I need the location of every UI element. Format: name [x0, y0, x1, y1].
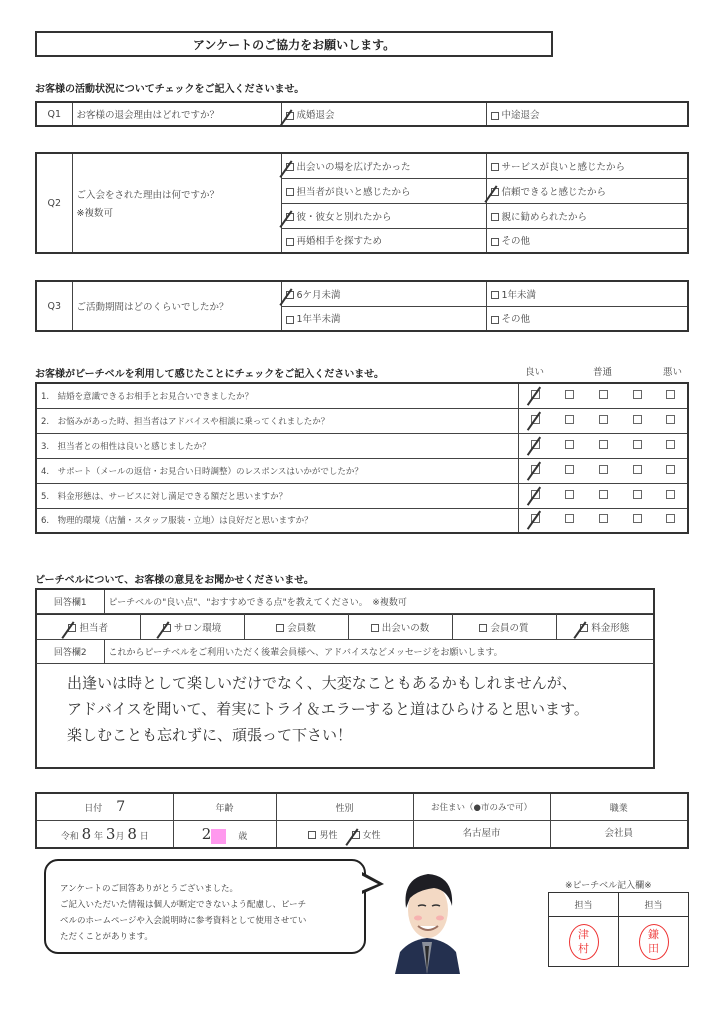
checkbox[interactable]: [666, 490, 675, 499]
checkbox-female-checked[interactable]: [352, 831, 360, 839]
rating-option[interactable]: [552, 433, 586, 458]
checkbox[interactable]: [599, 440, 608, 449]
rating-question: 4. サポート（メールの返信・お見合い日時調整）のレスポンスはいかがでしたか？: [36, 458, 518, 483]
q2-option-6[interactable]: 親に勧められたから: [486, 203, 688, 228]
checkbox[interactable]: [666, 514, 675, 523]
staff-illustration: [390, 864, 465, 974]
q3-option-2[interactable]: 1年未満: [486, 281, 688, 306]
answer1-prompt: ピーチベルの"良い点"、"おすすめできる点"を教えてください。 ※複数可: [104, 589, 654, 614]
person-illustration-icon: [390, 864, 465, 974]
rating-question: 6. 物理的環境（店舗・スタッフ服装・立地）は良好だと思いますか？: [36, 508, 518, 533]
checkbox[interactable]: [479, 624, 487, 632]
rating-option[interactable]: [586, 383, 620, 408]
answer1-option-5[interactable]: 会員の質: [452, 614, 556, 640]
checkbox-checked[interactable]: [491, 188, 499, 196]
answer2-prompt: これからピーチベルをご利用いただく後輩会員様へ、アドバイスなどメッセージをお願いします。: [104, 640, 654, 664]
q2-option-4[interactable]: 信頼できると感じたから: [486, 178, 688, 203]
staff-table: [548, 892, 689, 967]
checkbox[interactable]: [666, 390, 675, 399]
q2-number: Q2: [36, 153, 72, 253]
answer1-option-4[interactable]: 出会いの数: [348, 614, 452, 640]
rating-option[interactable]: [586, 408, 620, 433]
occupation-value[interactable]: 会社員: [550, 821, 688, 849]
rating-option[interactable]: [552, 483, 586, 508]
scale-label-bad: 悪い: [663, 367, 683, 378]
checkbox[interactable]: [633, 490, 642, 499]
date-value[interactable]: 令和 8 年 3月 8 日: [36, 821, 173, 849]
checkbox[interactable]: [565, 440, 574, 449]
checkbox[interactable]: [565, 490, 574, 499]
checkbox[interactable]: [633, 514, 642, 523]
q2-option-7[interactable]: 再婚相手を探すため: [281, 228, 486, 253]
q2-option-1[interactable]: 出会いの場を広げたかった: [281, 153, 486, 178]
checkbox[interactable]: [599, 490, 608, 499]
checkbox[interactable]: [491, 316, 499, 324]
answer2-header: [35, 639, 655, 664]
rating-option[interactable]: [620, 408, 654, 433]
q3-option-1[interactable]: 6ケ月未満: [281, 281, 486, 306]
checkbox[interactable]: [371, 624, 379, 632]
section1-heading: お客様の活動状況についてチェックをご記入くださいませ。: [35, 84, 305, 95]
q2-table: [35, 152, 689, 254]
checkbox-checked[interactable]: [531, 490, 540, 499]
answer1-option-6[interactable]: 料金形態: [556, 614, 654, 640]
date-header: 日付 7: [36, 793, 173, 821]
q2-note: ※複数可: [76, 208, 113, 219]
checkbox[interactable]: [286, 188, 294, 196]
rating-option[interactable]: [552, 458, 586, 483]
rating-option[interactable]: [552, 383, 586, 408]
section2-heading: お客様がピーチベルを利用して感じたことにチェックをご記入くださいませ。: [35, 369, 384, 380]
checkbox-checked[interactable]: [531, 440, 540, 449]
answer2-response[interactable]: [35, 663, 655, 769]
rating-option[interactable]: [654, 433, 688, 458]
age-value[interactable]: 2 歳: [173, 821, 276, 849]
checkbox[interactable]: [599, 390, 608, 399]
page-title: アンケートのご協力をお願いします。: [35, 31, 553, 57]
q3-option-4[interactable]: その他: [486, 306, 688, 331]
rating-option[interactable]: [586, 433, 620, 458]
bubble-tail-inner: [361, 875, 378, 891]
answer1-label: 回答欄1: [36, 589, 104, 614]
age-header: 年齢: [173, 793, 276, 821]
answer1-option-1[interactable]: 担当者: [36, 614, 140, 640]
handwritten-line: 出逢いは時として楽しいだけでなく、大変なこともあるかもしれませんが、: [67, 674, 577, 692]
rating-question: 1. 結婚を意識できるお相手とお見合いできましたか？: [36, 383, 518, 408]
q2-option-2[interactable]: サービスが良いと感じたから: [486, 153, 688, 178]
checkbox-checked[interactable]: [531, 465, 540, 474]
q3-number: Q3: [36, 281, 72, 331]
rating-question: 2. お悩みがあった時、担当者はアドバイスや相談に乗ってくれましたか？: [36, 408, 518, 433]
checkbox[interactable]: [491, 238, 499, 246]
checkbox-checked[interactable]: [286, 213, 294, 221]
q1-option-2[interactable]: 中途退会: [486, 102, 688, 126]
rating-option[interactable]: [552, 408, 586, 433]
hanko-stamp-icon: 鎌 田: [639, 924, 669, 960]
checkbox[interactable]: [286, 316, 294, 324]
q1-table: [35, 101, 689, 127]
rating-option[interactable]: [518, 383, 552, 408]
rating-option[interactable]: [586, 483, 620, 508]
q2-option-3[interactable]: 担当者が良いと感じたから: [281, 178, 486, 203]
q3-table: [35, 280, 689, 332]
gender-value[interactable]: 男性 女性: [276, 821, 413, 849]
section3-heading: ピーチベルについて、お客様の意見をお聞かせくださいませ。: [35, 575, 314, 586]
checkbox[interactable]: [565, 390, 574, 399]
thank-you-bubble: アンケートのご回答ありがとうございました。 ご記入いただいた情報は個人が断定できないよう配慮し、ピーチ ベルのホームページや入会説明時に参考資料として使用させてい ただくことがあります。: [44, 859, 366, 954]
rating-option[interactable]: [620, 458, 654, 483]
checkbox-checked[interactable]: [286, 163, 294, 171]
checkbox[interactable]: [491, 213, 499, 221]
scale-label-good: 良い: [525, 367, 545, 378]
checkbox-checked[interactable]: [163, 624, 171, 632]
checkbox-checked[interactable]: [68, 624, 76, 632]
checkbox-checked[interactable]: [286, 291, 294, 299]
checkbox[interactable]: [491, 112, 499, 120]
answer1-options: [35, 613, 655, 640]
q3-option-3[interactable]: 1年半未満: [281, 306, 486, 331]
rating-option[interactable]: [518, 458, 552, 483]
checkbox[interactable]: [599, 465, 608, 474]
rating-option[interactable]: [552, 508, 586, 533]
checkbox[interactable]: [565, 514, 574, 523]
checkbox-checked[interactable]: [531, 390, 540, 399]
rating-option[interactable]: [518, 483, 552, 508]
staff-header: 担当: [619, 893, 689, 917]
handwritten-line: 楽しむことも忘れずに、頑張って下さい！: [67, 726, 353, 744]
rating-option[interactable]: [518, 433, 552, 458]
residence-value[interactable]: 名古屋市: [413, 821, 550, 849]
profile-table: [35, 792, 689, 849]
checkbox[interactable]: [286, 238, 294, 246]
rating-option[interactable]: [518, 508, 552, 533]
day-correction: 7: [116, 799, 126, 815]
q1-option-1[interactable]: 成婚退会: [281, 102, 486, 126]
q1-question: お客様の退会理由はどれですか？: [72, 102, 281, 126]
staff-stamp-cell: [549, 917, 619, 967]
rating-option[interactable]: [654, 508, 688, 533]
checkbox[interactable]: [666, 465, 675, 474]
checkbox[interactable]: [633, 415, 642, 424]
checkbox-checked[interactable]: [531, 514, 540, 523]
rating-option[interactable]: [654, 458, 688, 483]
checkbox[interactable]: [491, 163, 499, 171]
checkbox[interactable]: [633, 390, 642, 399]
rating-option[interactable]: [586, 508, 620, 533]
checkbox[interactable]: [633, 465, 642, 474]
checkbox[interactable]: [565, 465, 574, 474]
staff-heading: ※ピーチベル記入欄※: [565, 881, 652, 891]
checkbox[interactable]: [599, 415, 608, 424]
rating-question: 5. 料金形態は、サービスに対し満足できる額だと思いますか？: [36, 483, 518, 508]
rating-option[interactable]: [654, 483, 688, 508]
rating-option[interactable]: [654, 408, 688, 433]
checkbox[interactable]: [276, 624, 284, 632]
checkbox[interactable]: [633, 440, 642, 449]
checkbox[interactable]: [666, 415, 675, 424]
checkbox-checked[interactable]: [531, 415, 540, 424]
checkbox[interactable]: [666, 440, 675, 449]
rating-table: [35, 382, 689, 534]
checkbox[interactable]: [565, 415, 574, 424]
q2-option-8[interactable]: その他: [486, 228, 688, 253]
q2-option-5[interactable]: 彼・彼女と別れたから: [281, 203, 486, 228]
rating-question: 3. 担当者との相性は良いと感じましたか？: [36, 433, 518, 458]
rating-option[interactable]: [586, 458, 620, 483]
answer1-option-2[interactable]: サロン環境: [140, 614, 244, 640]
scale-label-normal: 普通: [593, 367, 613, 378]
checkbox[interactable]: [491, 291, 499, 299]
rating-option[interactable]: [654, 383, 688, 408]
opinion-table: [35, 588, 655, 615]
age-redaction: [211, 829, 226, 844]
residence-header: お住まい（●市のみで可）: [413, 793, 550, 821]
q2-question: ご入会をされた理由は何ですか？ ※複数可: [72, 153, 281, 253]
checkbox-checked[interactable]: [286, 112, 294, 120]
rating-option[interactable]: [620, 383, 654, 408]
staff-header: 担当: [549, 893, 619, 917]
checkbox[interactable]: [599, 514, 608, 523]
q3-question: ご活動期間はどのくらいでしたか？: [72, 281, 281, 331]
rating-option[interactable]: [620, 483, 654, 508]
checkbox-checked[interactable]: [580, 624, 588, 632]
rating-option[interactable]: [518, 408, 552, 433]
staff-stamp-cell: [619, 917, 689, 967]
occupation-header: 職業: [550, 793, 688, 821]
hanko-stamp-icon: 津 村: [569, 924, 599, 960]
answer1-option-3[interactable]: 会員数: [244, 614, 348, 640]
rating-option[interactable]: [620, 508, 654, 533]
checkbox-male[interactable]: [308, 831, 316, 839]
handwritten-line: アドバイスを聞いて、着実にトライ＆エラーすると道はひらけると思います。: [67, 700, 589, 718]
rating-option[interactable]: [620, 433, 654, 458]
q1-number: Q1: [36, 102, 72, 126]
answer2-label: 回答欄2: [36, 640, 104, 664]
gender-header: 性別: [276, 793, 413, 821]
